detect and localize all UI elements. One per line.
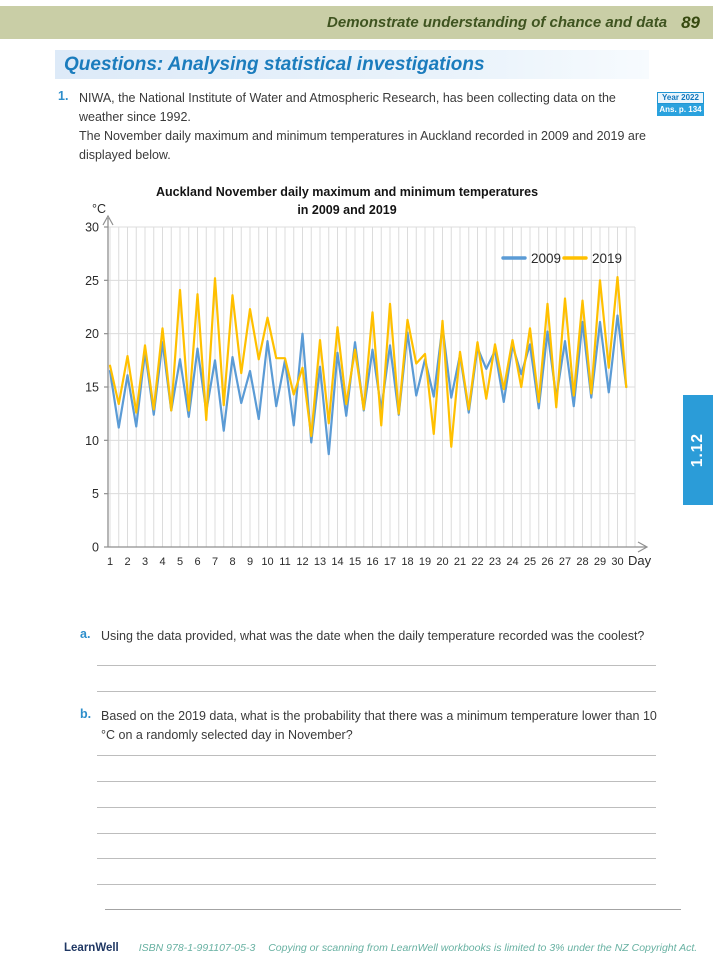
svg-text:14: 14 bbox=[331, 556, 344, 568]
question-1-paragraph-2: The November daily maximum and minimum temperatures in Auckland recorded in 2009 and 2019 are displayed below. bbox=[79, 129, 646, 162]
page-footer bbox=[60, 939, 698, 957]
svg-text:30: 30 bbox=[85, 220, 99, 235]
svg-text:10: 10 bbox=[85, 433, 99, 448]
svg-text:12: 12 bbox=[296, 556, 309, 568]
svg-text:Day: Day bbox=[628, 553, 652, 568]
svg-text:5: 5 bbox=[92, 487, 99, 502]
answer-line bbox=[97, 755, 656, 756]
svg-text:17: 17 bbox=[383, 556, 397, 568]
page-number: 89 bbox=[681, 12, 700, 32]
chapter-tab bbox=[683, 395, 713, 505]
answer-line bbox=[97, 858, 656, 859]
svg-text:18: 18 bbox=[401, 556, 414, 568]
footer-copyright: Copying or scanning from LearnWell workbooks is limited to 3% under the NZ Copyright Act. bbox=[268, 942, 698, 954]
svg-text:25: 25 bbox=[85, 273, 99, 288]
svg-text:20: 20 bbox=[436, 556, 449, 568]
legend-label-2019: 2019 bbox=[592, 251, 623, 266]
answer-line bbox=[97, 781, 656, 782]
svg-text:11: 11 bbox=[279, 556, 291, 568]
svg-text:27: 27 bbox=[558, 556, 572, 568]
svg-text:25: 25 bbox=[523, 556, 537, 568]
page-header-band bbox=[0, 6, 713, 39]
svg-text:4: 4 bbox=[159, 556, 166, 568]
answer-page-badge: Ans. p. 134 bbox=[657, 104, 704, 116]
question-a-text: Using the data provided, what was the date when the daily temperature recorded was the coolest? bbox=[101, 629, 645, 643]
svg-text:°C: °C bbox=[91, 202, 106, 216]
svg-text:26: 26 bbox=[541, 556, 554, 568]
svg-text:22: 22 bbox=[471, 556, 484, 568]
section-heading: Questions: Analysing statistical investigations bbox=[55, 50, 649, 79]
temperature-chart bbox=[60, 196, 660, 576]
svg-text:24: 24 bbox=[506, 556, 519, 568]
svg-text:5: 5 bbox=[176, 556, 184, 568]
svg-text:7: 7 bbox=[211, 556, 219, 568]
svg-text:20: 20 bbox=[85, 327, 99, 342]
answer-line bbox=[97, 884, 656, 885]
svg-text:16: 16 bbox=[366, 556, 379, 568]
series-line-2019 bbox=[110, 277, 626, 447]
svg-text:2: 2 bbox=[124, 556, 131, 568]
page-bottom-rule bbox=[105, 909, 681, 910]
svg-text:10: 10 bbox=[261, 556, 274, 568]
footer-imprint bbox=[139, 942, 697, 954]
svg-text:15: 15 bbox=[348, 556, 362, 568]
svg-text:13: 13 bbox=[313, 556, 327, 568]
question-b-label: b. bbox=[80, 707, 92, 721]
year-badge: Year 2022 bbox=[657, 92, 704, 104]
svg-text:30: 30 bbox=[611, 556, 624, 568]
svg-text:3: 3 bbox=[141, 556, 149, 568]
legend-label-2009: 2009 bbox=[531, 251, 562, 266]
svg-text:9: 9 bbox=[246, 556, 254, 568]
svg-text:29: 29 bbox=[593, 556, 607, 568]
question-1-paragraph-1: NIWA, the National Institute of Water and Atmospheric Research, has been collecting data on the weather since 1992. bbox=[79, 91, 616, 124]
year-answer-badge bbox=[657, 92, 704, 116]
answer-line bbox=[97, 833, 656, 834]
question-a-label: a. bbox=[80, 627, 91, 641]
answer-line bbox=[97, 665, 656, 666]
svg-text:15: 15 bbox=[85, 380, 99, 395]
chapter-tab-label: 1.12 bbox=[689, 432, 706, 468]
svg-text:19: 19 bbox=[418, 556, 432, 568]
answer-line bbox=[97, 691, 656, 692]
chapter-title: Demonstrate understanding of chance and data bbox=[327, 14, 668, 31]
svg-text:23: 23 bbox=[488, 556, 502, 568]
footer-brand: LearnWell bbox=[64, 942, 119, 954]
answer-line bbox=[97, 807, 656, 808]
chart-title-line2: in 2009 and 2019 bbox=[297, 203, 397, 217]
svg-text:0: 0 bbox=[92, 540, 99, 555]
chart-title-line1: Auckland November daily maximum and minimum temperatures bbox=[155, 185, 539, 199]
svg-text:21: 21 bbox=[453, 556, 467, 568]
footer-isbn: ISBN 978-1-991107-05-3 bbox=[138, 942, 256, 954]
svg-text:6: 6 bbox=[194, 556, 201, 568]
svg-text:8: 8 bbox=[229, 556, 236, 568]
svg-text:28: 28 bbox=[576, 556, 589, 568]
question-1-number: 1. bbox=[58, 89, 69, 103]
question-b-text: Based on the 2019 data, what is the probability that there was a minimum temperature lower than 10 °C on a randomly selected day in November? bbox=[101, 709, 657, 742]
svg-text:1: 1 bbox=[106, 556, 114, 568]
